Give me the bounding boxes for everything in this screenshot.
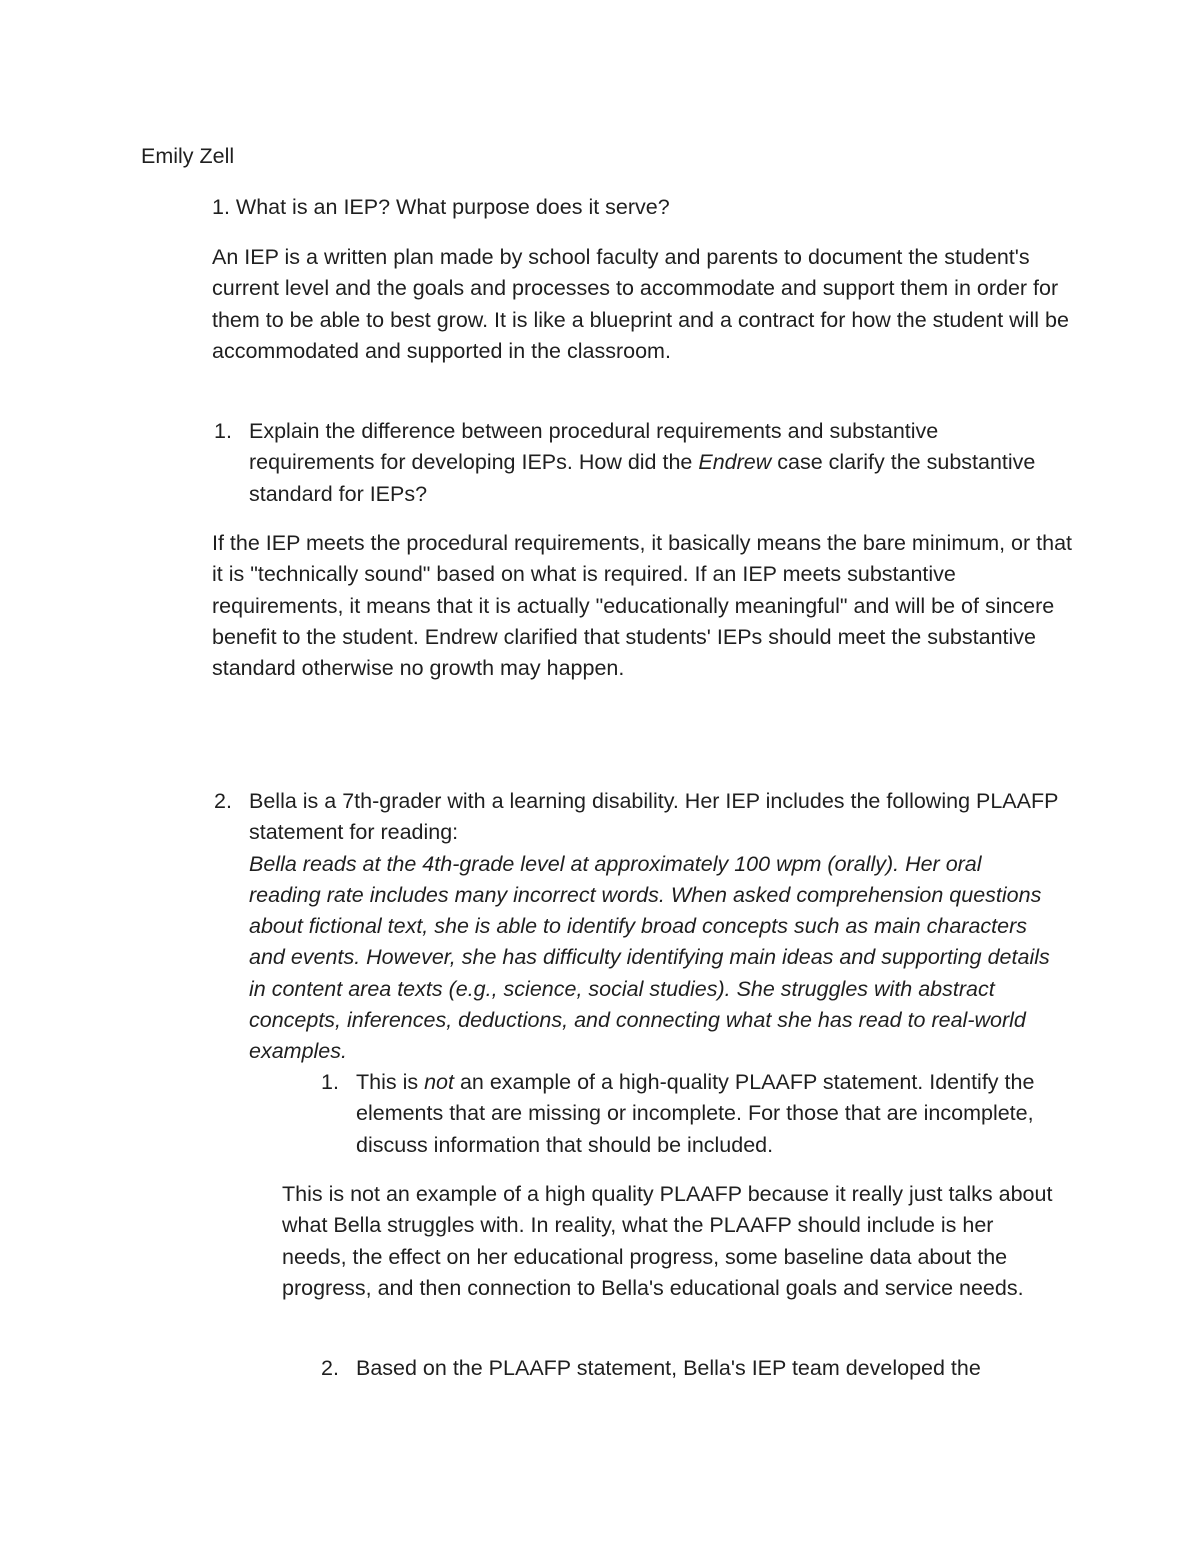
list-number: 1.	[214, 419, 232, 443]
case-name: Endrew	[698, 450, 772, 475]
question-2-text: Explain the difference between procedural requirements and substantive requirements for developing IEPs. How did the Endrew case clarify the substantive standard for IEPs?	[249, 419, 1036, 506]
question-3-intro: Bella is a 7th-grader with a learning disability. Her IEP includes the following PLAAFP statement for reading:	[249, 789, 1059, 845]
list-number: 1.	[321, 1070, 339, 1094]
sub-question-1-answer: This is not an example of a high quality PLAAFP because it really just talks about what Bella struggles with. In reality, what the PLAAFP should include is her needs, the effect on her educational progress, some baseline data about the progress, and then connection to Bella's educational goals and service needs.	[282, 1182, 1053, 1300]
list-number: 2.	[214, 789, 232, 813]
author-name: Emily Zell	[141, 144, 235, 168]
sub-question-1-text: This is not an example of a high-quality PLAAFP statement. Identify the elements that are missing or incomplete. For those that are incomplete, discuss information that should be included.	[356, 1070, 1035, 1157]
emphasis-not: not	[424, 1070, 454, 1094]
question-1-answer: An IEP is a written plan made by school faculty and parents to document the student's current level and the goals and processes to accommodate and support them in order for them to be able to best grow. It is like a blueprint and a contract for how the student will be accommodated and supported in the classroom.	[212, 245, 1069, 363]
question-2-answer: If the IEP meets the procedural requirements, it basically means the bare minimum, or that it is "technically sound" based on what is required. If an IEP meets substantive requirements, it means that it is actually "educationally meaningful" and will be of sincere benefit to the student. Endrew clarified that students' IEPs should meet the substantive standard otherwise no growth may happen.	[212, 531, 1072, 681]
question-1-heading: 1. What is an IEP? What purpose does it serve?	[212, 195, 670, 219]
sub-question-2-text: Based on the PLAAFP statement, Bella's IEP team developed the	[356, 1356, 981, 1380]
list-number: 2.	[321, 1356, 339, 1380]
plaafp-statement: Bella reads at the 4th-grade level at approximately 100 wpm (orally). Her oral reading rate includes many incorrect words. When asked comprehension questions about fictional text, she is able to identify broad concepts such as main characters and events. However, she has difficulty identifying main ideas and supporting details in content area texts (e.g., science, social studies). She struggles with abstract concepts, inferences, deductions, and connecting what she has read to real-world examples.	[249, 851, 1050, 1064]
question-3-text	[249, 786, 1059, 1068]
